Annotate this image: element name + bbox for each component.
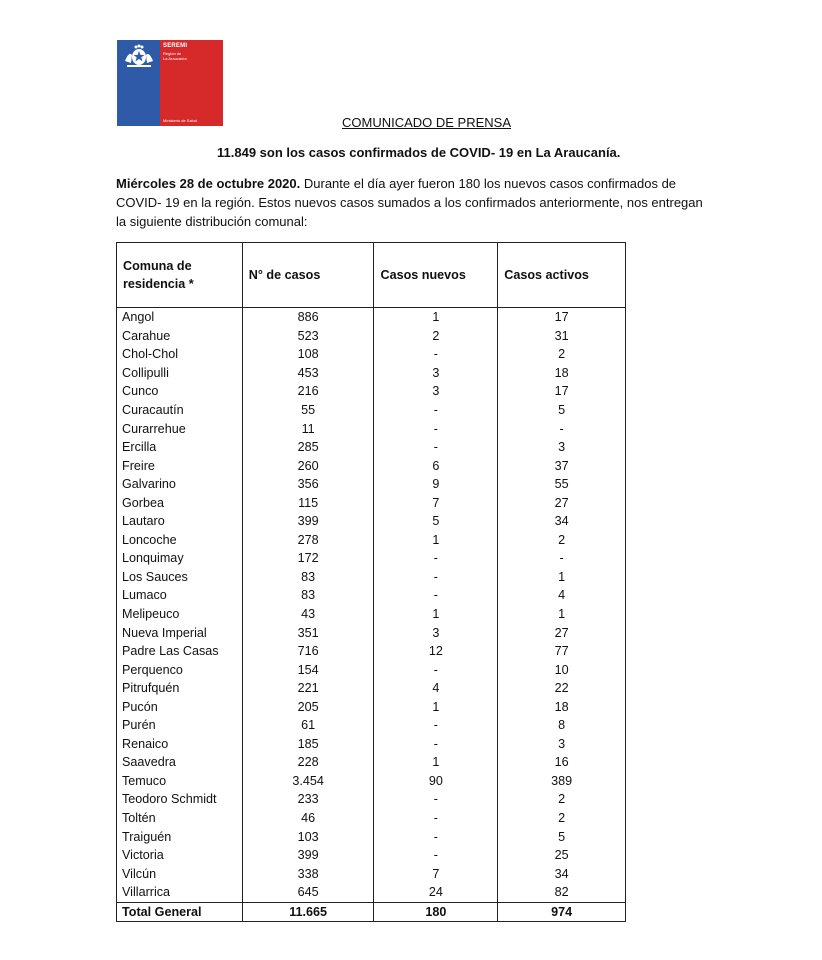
row-active-cases: 22 (498, 679, 626, 698)
table-row (117, 382, 626, 401)
row-cases: 205 (242, 697, 374, 716)
table-row (117, 605, 626, 624)
press-release-heading: COMUNICADO DE PRENSA (342, 115, 512, 130)
row-new-cases: - (374, 568, 498, 587)
table-row (117, 790, 626, 809)
row-cases: 716 (242, 642, 374, 661)
table-row (117, 679, 626, 698)
row-active-cases: 5 (498, 827, 626, 846)
row-active-cases: 18 (498, 697, 626, 716)
row-cases: 260 (242, 456, 374, 475)
table-row (117, 401, 626, 420)
table-row (117, 345, 626, 364)
row-commune: Curarrehue (117, 419, 243, 438)
table-row (117, 512, 626, 531)
table-row (117, 753, 626, 772)
table-row (117, 493, 626, 512)
table-header-row (117, 243, 626, 308)
row-cases: 356 (242, 475, 374, 494)
row-cases: 278 (242, 531, 374, 550)
row-commune: Lonquimay (117, 549, 243, 568)
row-commune: Chol-Chol (117, 345, 243, 364)
table-row (117, 883, 626, 902)
row-commune: Padre Las Casas (117, 642, 243, 661)
row-new-cases: 4 (374, 679, 498, 698)
row-cases: 233 (242, 790, 374, 809)
table-row (117, 809, 626, 828)
row-cases: 43 (242, 605, 374, 624)
row-cases: 645 (242, 883, 374, 902)
row-active-cases: 16 (498, 753, 626, 772)
table-row (117, 660, 626, 679)
table-row (117, 531, 626, 550)
table-row (117, 586, 626, 605)
table-row (117, 364, 626, 383)
row-commune: Cunco (117, 382, 243, 401)
row-commune: Vilcún (117, 864, 243, 883)
table-row (117, 846, 626, 865)
row-cases: 221 (242, 679, 374, 698)
row-new-cases: - (374, 716, 498, 735)
row-active-cases: 77 (498, 642, 626, 661)
row-cases: 399 (242, 846, 374, 865)
row-cases: 285 (242, 438, 374, 457)
row-cases: 228 (242, 753, 374, 772)
row-active-cases: 2 (498, 531, 626, 550)
row-commune: Melipeuco (117, 605, 243, 624)
row-new-cases: - (374, 586, 498, 605)
row-active-cases: 34 (498, 512, 626, 531)
table-row (117, 772, 626, 791)
row-new-cases: 3 (374, 382, 498, 401)
row-new-cases: - (374, 827, 498, 846)
intro-text: Durante el día ayer fueron 180 los nuevos casos confirmados de COVID- 19 en la región. Estos nuevos casos sumados a los confirmados anteriormente, nos entregan la siguiente distribución comunal: (116, 176, 703, 229)
cases-table (116, 242, 626, 922)
table-row (117, 623, 626, 642)
row-cases: 216 (242, 382, 374, 401)
row-active-cases: 37 (498, 456, 626, 475)
row-active-cases: 34 (498, 864, 626, 883)
row-active-cases: 55 (498, 475, 626, 494)
chile-coat-of-arms-icon (121, 43, 157, 69)
table-row (117, 716, 626, 735)
row-active-cases: 27 (498, 623, 626, 642)
table-row (117, 642, 626, 661)
row-commune: Teodoro Schmidt (117, 790, 243, 809)
row-commune: Freire (117, 456, 243, 475)
row-cases: 399 (242, 512, 374, 531)
table-row (117, 327, 626, 346)
row-commune: Loncoche (117, 531, 243, 550)
header-new-cases: Casos nuevos (374, 243, 498, 308)
row-commune: Perquenco (117, 660, 243, 679)
row-commune: Curacautín (117, 401, 243, 420)
row-commune: Angol (117, 308, 243, 327)
row-commune: Pucón (117, 697, 243, 716)
row-new-cases: 1 (374, 605, 498, 624)
row-commune: Ercilla (117, 438, 243, 457)
row-cases: 108 (242, 345, 374, 364)
row-cases: 11 (242, 419, 374, 438)
row-new-cases: 1 (374, 753, 498, 772)
row-commune: Traiguén (117, 827, 243, 846)
row-active-cases: - (498, 419, 626, 438)
row-cases: 453 (242, 364, 374, 383)
row-new-cases: 1 (374, 697, 498, 716)
row-cases: 886 (242, 308, 374, 327)
row-commune: Temuco (117, 772, 243, 791)
table-row (117, 827, 626, 846)
total-cases: 11.665 (242, 902, 374, 921)
row-active-cases: 3 (498, 735, 626, 754)
row-active-cases: 10 (498, 660, 626, 679)
header-active-cases: Casos activos (498, 243, 626, 308)
row-commune: Victoria (117, 846, 243, 865)
row-commune: Purén (117, 716, 243, 735)
row-cases: 83 (242, 586, 374, 605)
header-cases: N° de casos (242, 243, 374, 308)
row-commune: Los Sauces (117, 568, 243, 587)
row-active-cases: 5 (498, 401, 626, 420)
row-active-cases: 4 (498, 586, 626, 605)
row-new-cases: 7 (374, 864, 498, 883)
row-commune: Carahue (117, 327, 243, 346)
row-cases: 3.454 (242, 772, 374, 791)
row-new-cases: 1 (374, 531, 498, 550)
row-commune: Toltén (117, 809, 243, 828)
table-row (117, 419, 626, 438)
total-new-cases: 180 (374, 902, 498, 921)
table-row (117, 475, 626, 494)
row-new-cases: 9 (374, 475, 498, 494)
row-cases: 351 (242, 623, 374, 642)
total-active-cases: 974 (498, 902, 626, 921)
row-new-cases: 5 (374, 512, 498, 531)
table-row (117, 456, 626, 475)
row-new-cases: - (374, 809, 498, 828)
row-active-cases: 17 (498, 382, 626, 401)
row-new-cases: - (374, 660, 498, 679)
table-row (117, 308, 626, 327)
row-active-cases: 1 (498, 605, 626, 624)
row-commune: Pitrufquén (117, 679, 243, 698)
row-new-cases: 7 (374, 493, 498, 512)
table-row (117, 697, 626, 716)
table-row (117, 549, 626, 568)
intro-paragraph (116, 174, 706, 231)
seremi-logo (117, 40, 223, 126)
row-commune: Nueva Imperial (117, 623, 243, 642)
table-row (117, 438, 626, 457)
logo-title: SEREMI (163, 43, 188, 49)
logo-region: Región de La Araucanía (163, 51, 187, 61)
row-new-cases: - (374, 345, 498, 364)
row-active-cases: 389 (498, 772, 626, 791)
row-active-cases: 3 (498, 438, 626, 457)
row-active-cases: 1 (498, 568, 626, 587)
row-cases: 154 (242, 660, 374, 679)
row-new-cases: 3 (374, 623, 498, 642)
intro-date: Miércoles 28 de octubre 2020. (116, 176, 301, 191)
row-cases: 172 (242, 549, 374, 568)
row-commune: Collipulli (117, 364, 243, 383)
total-label: Total General (117, 902, 243, 921)
row-active-cases: 17 (498, 308, 626, 327)
row-new-cases: 1 (374, 308, 498, 327)
row-new-cases: 3 (374, 364, 498, 383)
row-commune: Villarrica (117, 883, 243, 902)
row-cases: 61 (242, 716, 374, 735)
row-active-cases: - (498, 549, 626, 568)
table-row (117, 864, 626, 883)
press-release-subtitle: 11.849 son los casos confirmados de COVID- 19 en La Araucanía. (217, 145, 621, 160)
row-cases: 338 (242, 864, 374, 883)
row-new-cases: 90 (374, 772, 498, 791)
row-cases: 185 (242, 735, 374, 754)
row-active-cases: 27 (498, 493, 626, 512)
row-commune: Galvarino (117, 475, 243, 494)
row-active-cases: 82 (498, 883, 626, 902)
row-cases: 83 (242, 568, 374, 587)
row-active-cases: 2 (498, 809, 626, 828)
row-active-cases: 31 (498, 327, 626, 346)
row-new-cases: - (374, 419, 498, 438)
row-cases: 103 (242, 827, 374, 846)
table-total-row (117, 902, 626, 921)
row-commune: Gorbea (117, 493, 243, 512)
row-active-cases: 8 (498, 716, 626, 735)
row-new-cases: - (374, 438, 498, 457)
row-cases: 55 (242, 401, 374, 420)
row-active-cases: 25 (498, 846, 626, 865)
row-cases: 115 (242, 493, 374, 512)
row-new-cases: 24 (374, 883, 498, 902)
row-new-cases: - (374, 401, 498, 420)
row-new-cases: 2 (374, 327, 498, 346)
row-cases: 46 (242, 809, 374, 828)
row-cases: 523 (242, 327, 374, 346)
row-new-cases: 6 (374, 456, 498, 475)
table-row (117, 735, 626, 754)
row-active-cases: 2 (498, 345, 626, 364)
row-commune: Saavedra (117, 753, 243, 772)
row-new-cases: - (374, 846, 498, 865)
row-commune: Lautaro (117, 512, 243, 531)
row-new-cases: 12 (374, 642, 498, 661)
header-commune: Comuna de residencia * (117, 243, 243, 308)
row-active-cases: 18 (498, 364, 626, 383)
row-commune: Lumaco (117, 586, 243, 605)
row-new-cases: - (374, 735, 498, 754)
row-commune: Renaico (117, 735, 243, 754)
logo-ministry: Ministerio de Salud (163, 118, 198, 123)
row-new-cases: - (374, 549, 498, 568)
row-new-cases: - (374, 790, 498, 809)
table-row (117, 568, 626, 587)
row-active-cases: 2 (498, 790, 626, 809)
